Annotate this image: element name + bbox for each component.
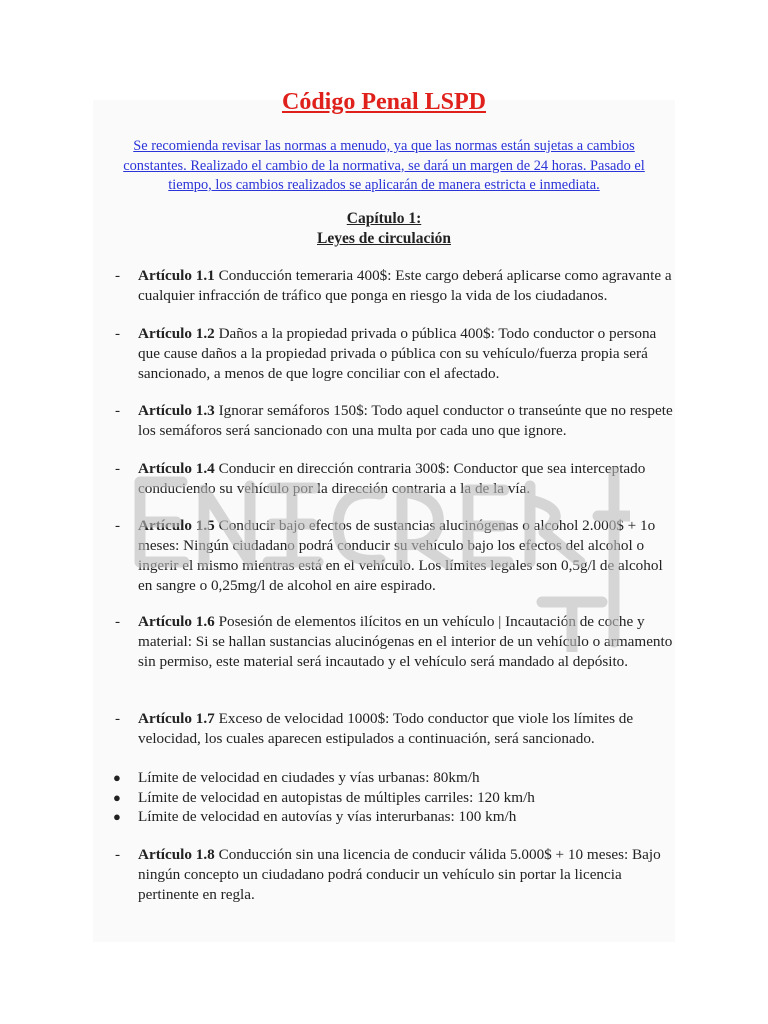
article-1-6 [115, 612, 678, 672]
list-item [113, 788, 658, 808]
list-item-text: Límite de velocidad en autopistas de múltiples carriles: 120 km/h [138, 788, 535, 806]
notice-paragraph: Se recomienda revisar las normas a menudo, ya que las normas están sujetas a cambios constantes. Realizado el cambio de la normativa, se dará un margen de 24 horas. Pasado el tiempo, los cambios realizados se aplicarán de manera estricta e inmediata. [123, 138, 645, 193]
article-1-5 [115, 516, 678, 596]
bullet-icon: ● [113, 770, 121, 785]
article-1-1 [115, 266, 678, 306]
bullet-icon: ● [113, 789, 121, 805]
chapter-name: Leyes de circulación [316, 230, 452, 247]
article-label: Artículo 1.6 [138, 613, 215, 630]
article-text: Conducir bajo efectos de sustancias alucinógenas o alcohol 2.000$ + 1o meses: Ningún ciudadano podrá conducir su vehículo bajo los efectos del alcohol o ingerir el mismo mientras está en el vehículo. Los límites legales son 0,5g/l de alcohol en sangre o 0,25mg/l de alcohol en aire espirado. [138, 517, 663, 594]
speed-limit-list [113, 768, 658, 827]
article-text: Conducción temeraria 400$: Este cargo deberá aplicarse como agravante a cualquier infracción de tráfico que ponga en riesgo la vida de los ciudadanos. [138, 267, 672, 304]
article-label: Artículo 1.1 [138, 267, 215, 284]
document-title: Código Penal LSPD [281, 89, 487, 115]
article-label: Artículo 1.4 [138, 460, 215, 477]
chapter-number: Capítulo 1: [346, 210, 422, 227]
article-1-3 [115, 401, 678, 441]
chapter-heading [0, 209, 768, 249]
article-1-7 [115, 709, 678, 749]
list-marker: - [115, 402, 121, 419]
list-marker: - [115, 846, 121, 863]
list-marker: - [115, 613, 121, 630]
list-item-text: Límite de velocidad en autovías y vías interurbanas: 100 km/h [138, 808, 517, 825]
article-text: Conducir en dirección contraria 300$: Conductor que sea interceptado conduciendo su vehículo por la dirección contraria a la de la vía. [138, 460, 646, 497]
article-label: Artículo 1.5 [138, 517, 215, 534]
list-item-text: Límite de velocidad en ciudades y vías urbanas: 80km/h [138, 769, 480, 786]
article-label: Artículo 1.7 [138, 710, 215, 727]
list-marker: - [115, 267, 121, 284]
article-1-8 [115, 845, 678, 905]
article-text: Exceso de velocidad 1000$: Todo conductor que viole los límites de velocidad, los cuales aparecen estipulados a continuación, será sancionado. [138, 710, 634, 747]
article-label: Artículo 1.3 [138, 402, 215, 419]
article-text: Conducción sin una licencia de conducir válida 5.000$ + 10 meses: Bajo ningún concepto un ciudadano podrá conducir un vehículo sin portar la licencia pertinente en regla. [138, 846, 661, 903]
list-item [113, 807, 658, 827]
list-marker: - [115, 325, 121, 342]
list-marker: - [115, 460, 121, 477]
article-label: Artículo 1.2 [138, 325, 215, 342]
article-label: Artículo 1.8 [138, 846, 215, 863]
list-marker: - [115, 710, 121, 727]
bullet-icon: ● [113, 809, 121, 824]
article-text: Ignorar semáforos 150$: Todo aquel conductor o transeúnte que no respete los semáforos será sancionado con una multa por cada uno que ignore. [138, 402, 673, 439]
article-text: Posesión de elementos ilícitos en un vehículo | Incautación de coche y material: Si se hallan sustancias alucinógenas en el interior de un vehículo o armamento sin permiso, este material será incautado y el vehículo será mandado al depósito. [138, 613, 673, 670]
list-item [113, 768, 658, 788]
list-marker: - [115, 517, 121, 534]
article-1-4 [115, 459, 678, 499]
article-1-2 [115, 324, 678, 384]
article-text: Daños a la propiedad privada o pública 400$: Todo conductor o persona que cause daños a la propiedad privada o pública con su vehículo/fuerza propia será sancionado, a menos de que logre conciliar con el afectado. [138, 325, 657, 382]
